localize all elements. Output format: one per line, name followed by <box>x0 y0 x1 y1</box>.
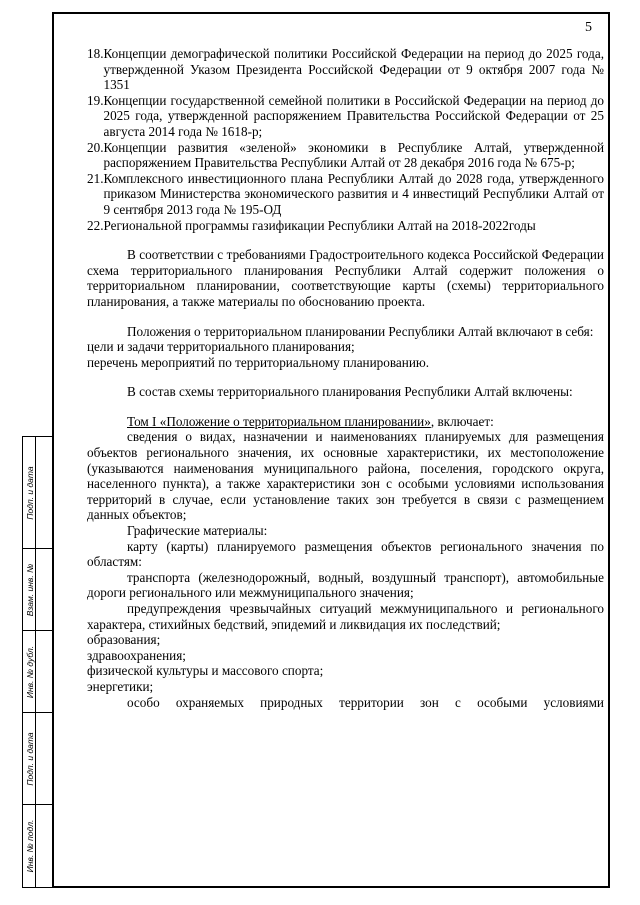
tom1-suffix: , включает: <box>430 413 494 429</box>
stamp-label: Взам. инв. № <box>24 563 35 616</box>
stamp-label: Инв. № подл. <box>24 819 35 873</box>
list-item-energetiki: энергетики; <box>87 678 154 694</box>
tom1-title: Том I «Положение о территориальном планировании» <box>127 413 431 429</box>
list-item-zdravoohraneniya: здравоохранения; <box>87 647 186 663</box>
item-text: Концепции демографической политики Российской Федерации на период до 2025 года, утвержденной Указом Президента Российской Федерации от 9 октября 2007 года № 1351 <box>103 46 604 93</box>
item-number: 18. <box>87 46 104 61</box>
stamp-cell <box>23 549 52 631</box>
stamp-cell <box>23 631 52 713</box>
list-item <box>87 140 604 171</box>
side-stamp <box>22 436 52 888</box>
stamp-label: Подп. и дата <box>24 465 35 520</box>
document-body <box>87 46 604 710</box>
item-text: Концепции государственной семейной политики в Российской Федерации на период до 2025 года, утвержденной распоряжением Правительства Российской Федерации от 25 августа 2014 года № 1618-р; <box>103 92 604 139</box>
paragraph-gradostroy: В соответствии с требованиями Градостроительного кодекса Российской Федерации схема территориального планирования Республики Алтай содержит положения о территориальном планировании, соответствующие карты (схемы) территориального планирования, а также материалы по обоснованию проекта. <box>87 247 604 309</box>
stamp-label: Инв. № дубл. <box>24 645 35 698</box>
paragraph-osobo: особо охраняемых природных территории зон с особыми условиями <box>127 694 604 710</box>
list-item-goals: цели и задачи территориального планирования; <box>87 339 355 355</box>
stamp-cell <box>23 437 52 549</box>
item-text: Концепции развития «зеленой» экономики в Республике Алтай, утвержденной распоряжением Правительства Республики Алтай от 28 декабря 2016 года № 675-р; <box>103 139 604 171</box>
page-number: 5 <box>585 20 592 35</box>
item-number: 19. <box>87 92 104 108</box>
stamp-cell <box>23 713 52 805</box>
paragraph-preduprezhdeniya: предупреждения чрезвычайных ситуаций межмуниципального и регионального характера, стихийных бедствий, эпидемий и ликвидация их последствий; <box>87 601 604 632</box>
paragraph-graphic: Графические материалы: <box>127 523 268 539</box>
item-number: 22. <box>87 217 104 233</box>
page-frame <box>52 12 610 888</box>
item-number: 20. <box>87 139 104 155</box>
paragraph-transport: транспорта (железнодорожный, водный, воздушный транспорт), автомобильные дороги регионального или межмуниципального значения; <box>87 569 604 601</box>
paragraph-polozheniya: Положения о территориальном планировании Республики Алтай включают в себя: <box>127 323 594 339</box>
list-item <box>87 93 604 140</box>
paragraph-karty: карту (карты) планируемого размещения объектов регионального значения по областям: <box>87 538 604 570</box>
list-item <box>87 46 604 93</box>
list-item-obrazovaniya: образования; <box>87 632 161 648</box>
paragraph-sostav: В состав схемы территориального планирования Республики Алтай включены: <box>127 384 573 400</box>
list-item-measures: перечень мероприятий по территориальному планированию. <box>87 354 430 370</box>
tom1-heading <box>87 414 604 430</box>
list-item-fizkultury: физической культуры и массового спорта; <box>87 663 324 679</box>
item-number: 21. <box>87 170 104 186</box>
stamp-label: Подп. и дата <box>24 731 35 786</box>
item-text: Региональной программы газификации Республики Алтай на 2018-2022годы <box>103 217 536 233</box>
reference-list <box>87 46 604 233</box>
stamp-cell <box>23 805 52 887</box>
list-item <box>87 218 604 234</box>
item-text: Комплексного инвестиционного плана Республики Алтай до 2028 года, утвержденного приказом Министерства экономического развития и 4 инвестиций Республики Алтай от 9 сентября 2013 года № 195-ОД <box>103 170 604 217</box>
list-item <box>87 171 604 218</box>
paragraph-svedeniya: сведения о видах, назначении и наименованиях планируемых для размещения объектов регионального значения, их основные характеристики, их местоположение (указываются наименования муниципального района, поселения, городского округа, населенного пункта), а также характеристики зон с особыми условиями использования территорий в случае, если установление таких зон требуется в связи с размещением данных объектов; <box>87 429 604 523</box>
